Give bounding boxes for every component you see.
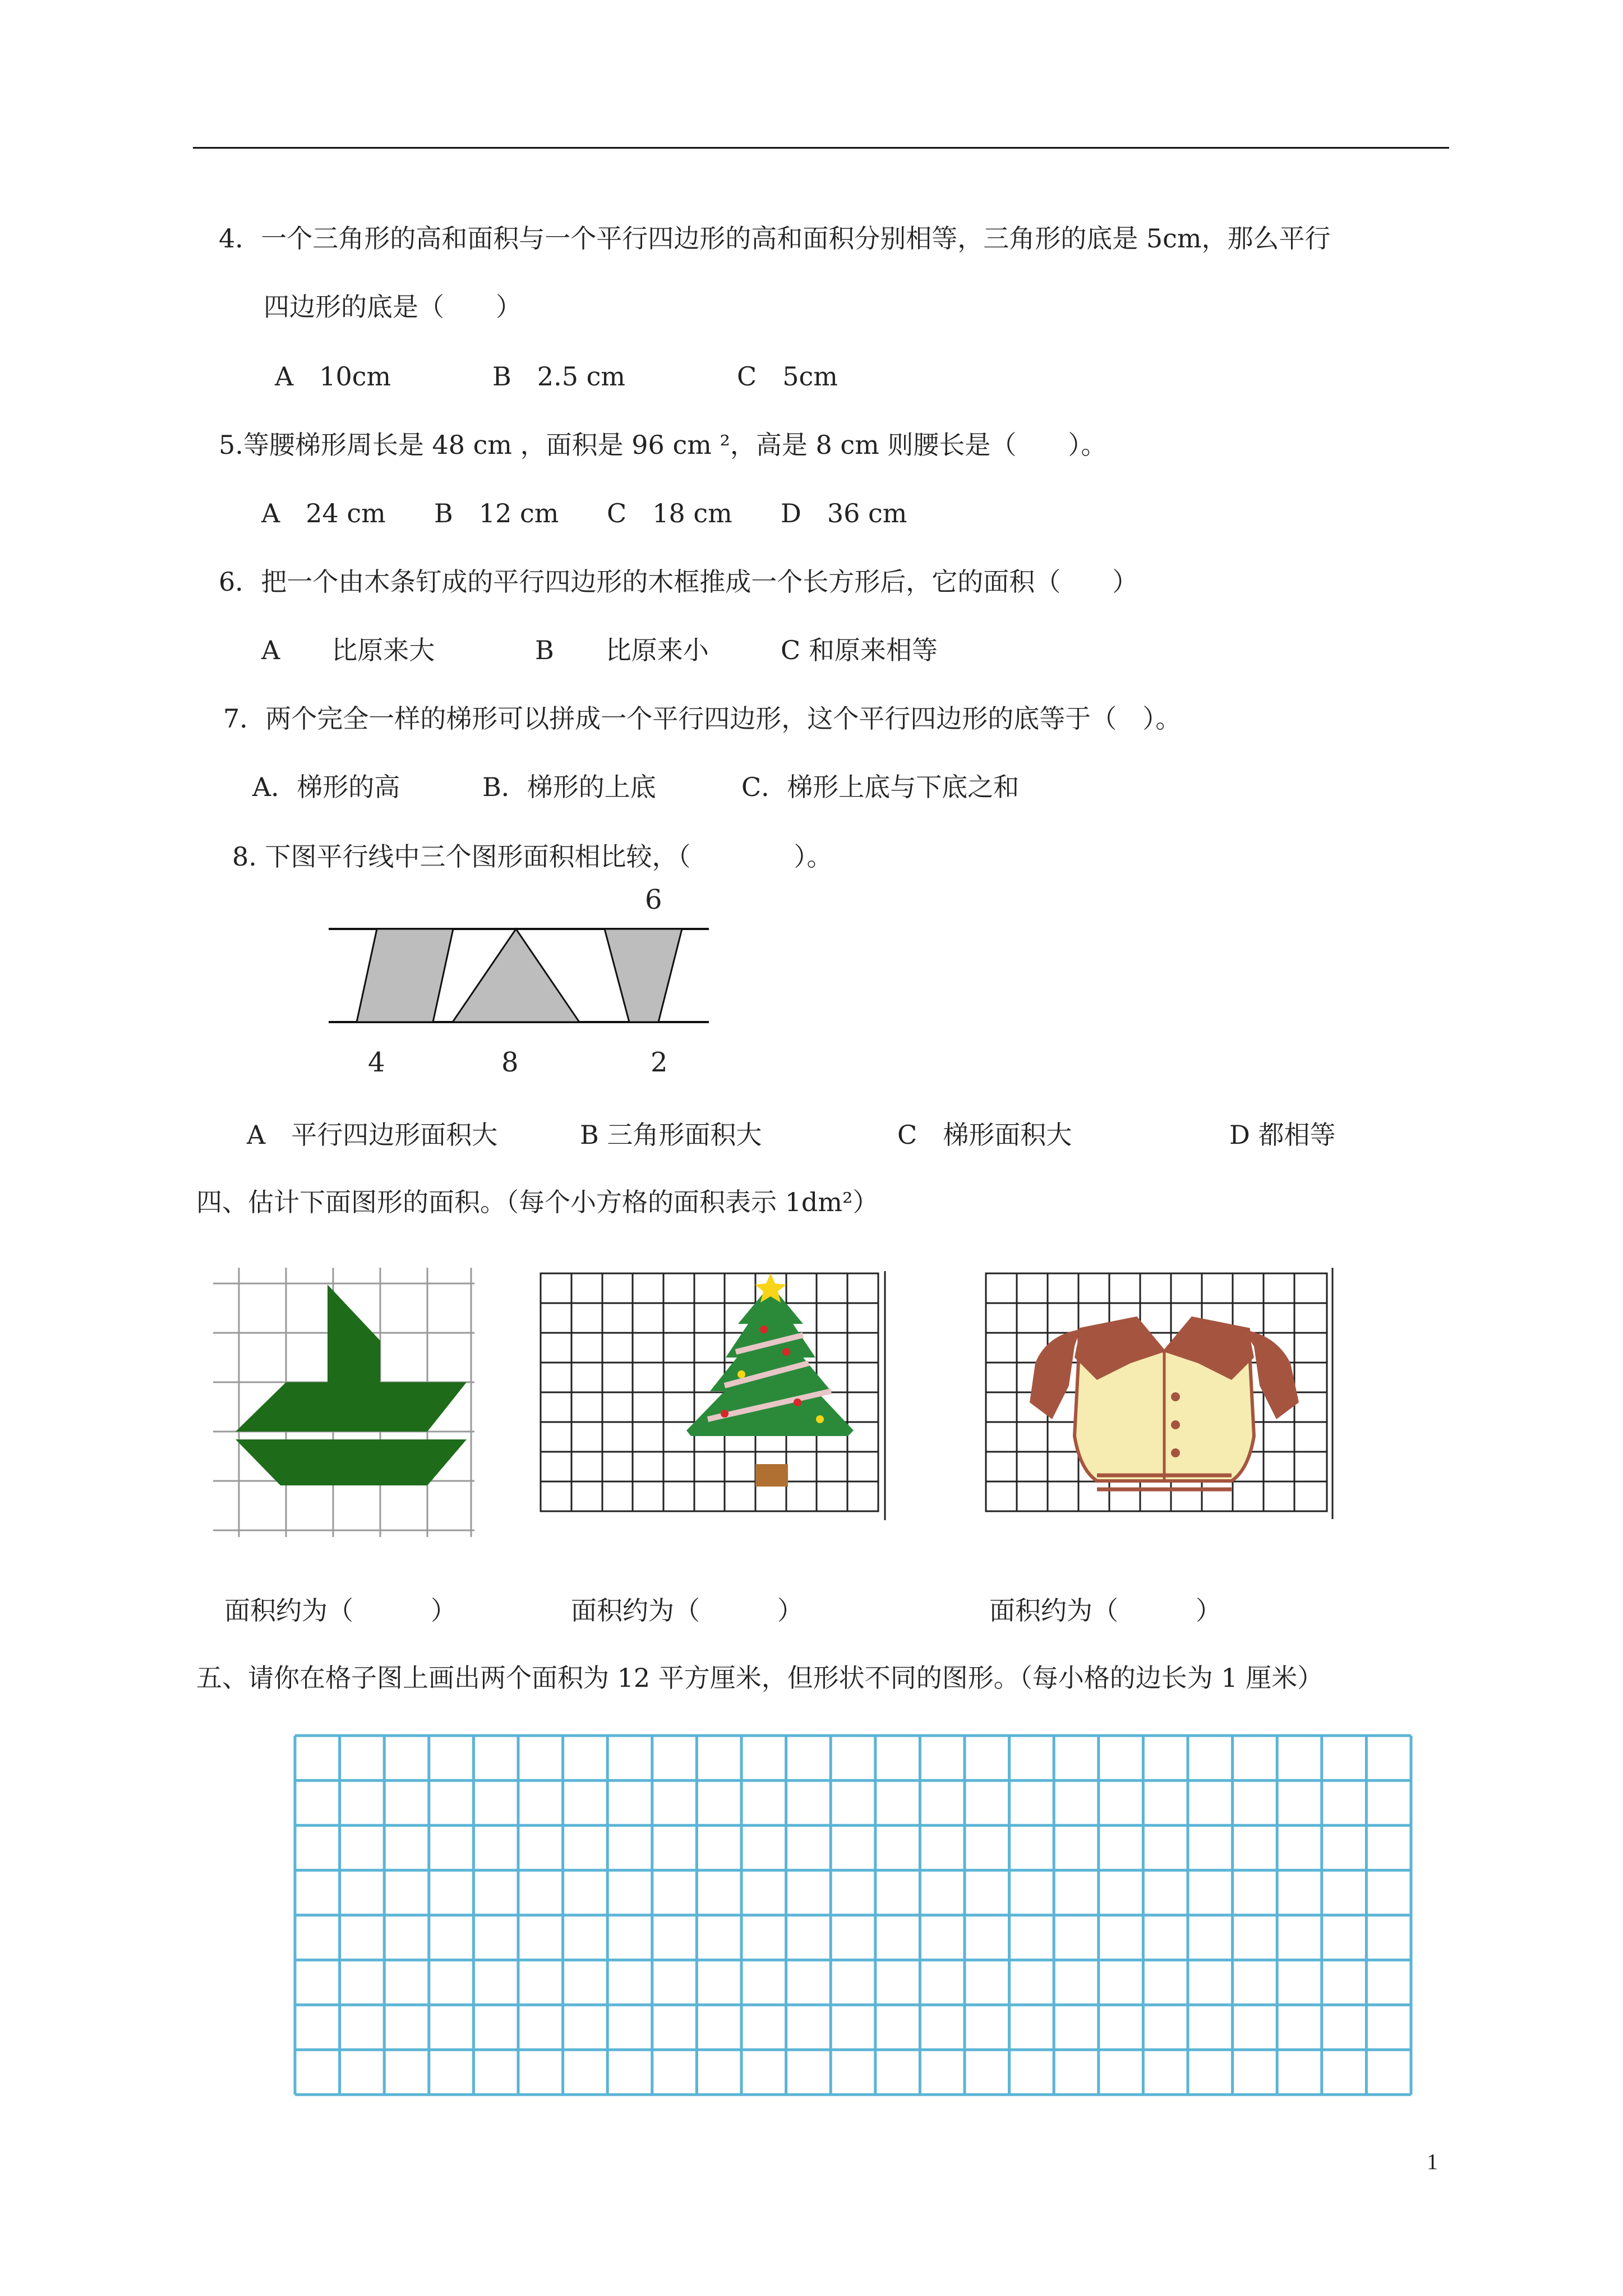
button-icon	[1171, 1448, 1180, 1457]
page-number: 1	[1427, 2149, 1438, 2174]
boat-grid-figure	[213, 1257, 477, 1548]
q5-option-b: B 12 cm	[434, 498, 559, 528]
trapezoid-shape	[605, 929, 682, 1022]
ornament-icon	[760, 1326, 768, 1333]
ornament-icon	[816, 1415, 824, 1423]
q8-option-c: C 梯形面积大	[897, 1120, 1072, 1150]
button-icon	[1171, 1392, 1180, 1401]
label-bottom-8: 8	[501, 1047, 519, 1078]
header-rule	[193, 147, 1449, 149]
question-4-line1: 4．一个三角形的高和面积与一个平行四边形的高和面积分别相等，三角形的底是 5cm，那么平行	[219, 223, 1331, 254]
tree-trunk	[755, 1464, 788, 1487]
q8-option-b: B 三角形面积大	[580, 1120, 762, 1150]
area-answer-3: 面积约为（ ）	[989, 1595, 1221, 1626]
q8-option-d: D 都相等	[1229, 1120, 1336, 1150]
q5-option-a: A 24 cm	[261, 498, 386, 528]
q8-option-a: A 平行四边形面积大	[247, 1120, 498, 1150]
triangle-shape	[453, 929, 579, 1022]
ornament-icon	[721, 1410, 728, 1418]
q7-option-b: B．梯形的上底	[482, 772, 656, 802]
tree-body	[686, 1285, 854, 1436]
section-5-title: 五、请你在格子图上画出两个面积为 12 平方厘米，但形状不同的图形。（每小格的边长为 1 厘米）	[196, 1663, 1324, 1693]
section-4-title: 四、估计下面图形的面积。（每个小方格的面积表示 1dm²）	[196, 1187, 879, 1217]
parallelogram-shape	[357, 929, 453, 1022]
label-bottom-2: 2	[651, 1047, 668, 1078]
q7-option-c: C．梯形上底与下底之和	[741, 772, 1020, 802]
button-icon	[1171, 1420, 1180, 1429]
question-8: 8. 下图平行线中三个图形面积相比较，（ ）。	[232, 841, 833, 872]
question-5: 5.等腰梯形周长是 48 cm ，面积是 96 cm ²，高是 8 cm 则腰长是（ ）。	[219, 430, 1107, 460]
q4-option-c: C 5cm	[737, 361, 838, 392]
q4-option-a: A 10cm	[275, 361, 391, 392]
question-7: 7．两个完全一样的梯形可以拼成一个平行四边形，这个平行四边形的底等于（ ）。	[223, 703, 1182, 734]
area-answer-2: 面积约为（ ）	[571, 1595, 803, 1626]
q6-option-b: B 比原来小	[535, 635, 709, 665]
boat-sail-shape	[236, 1285, 467, 1432]
q7-option-a: A．梯形的高	[252, 772, 400, 802]
boat-hull-shape	[236, 1439, 467, 1485]
area-answer-1: 面积约为（ ）	[224, 1595, 457, 1626]
ornament-icon	[782, 1348, 790, 1356]
drawing-grid	[292, 1732, 1419, 2102]
ornament-icon	[794, 1398, 801, 1406]
q5-option-d: D 36 cm	[781, 498, 907, 528]
jacket-grid-figure	[985, 1268, 1338, 1526]
label-top-6: 6	[645, 884, 662, 915]
ornament-icon	[737, 1370, 745, 1378]
q4-option-b: B 2.5 cm	[492, 361, 625, 392]
q5-option-c: C 18 cm	[607, 498, 732, 528]
question-6: 6．把一个由木条钉成的平行四边形的木框推成一个长方形后，它的面积（ ）	[219, 567, 1138, 597]
tree-grid-figure	[540, 1268, 887, 1526]
parallel-lines-figure	[325, 920, 712, 1032]
q6-option-a: A 比原来大	[261, 635, 435, 665]
question-4-line2: 四边形的底是（ ）	[264, 292, 522, 322]
q6-option-c: C 和原来相等	[781, 635, 938, 665]
label-bottom-4: 4	[368, 1047, 385, 1078]
